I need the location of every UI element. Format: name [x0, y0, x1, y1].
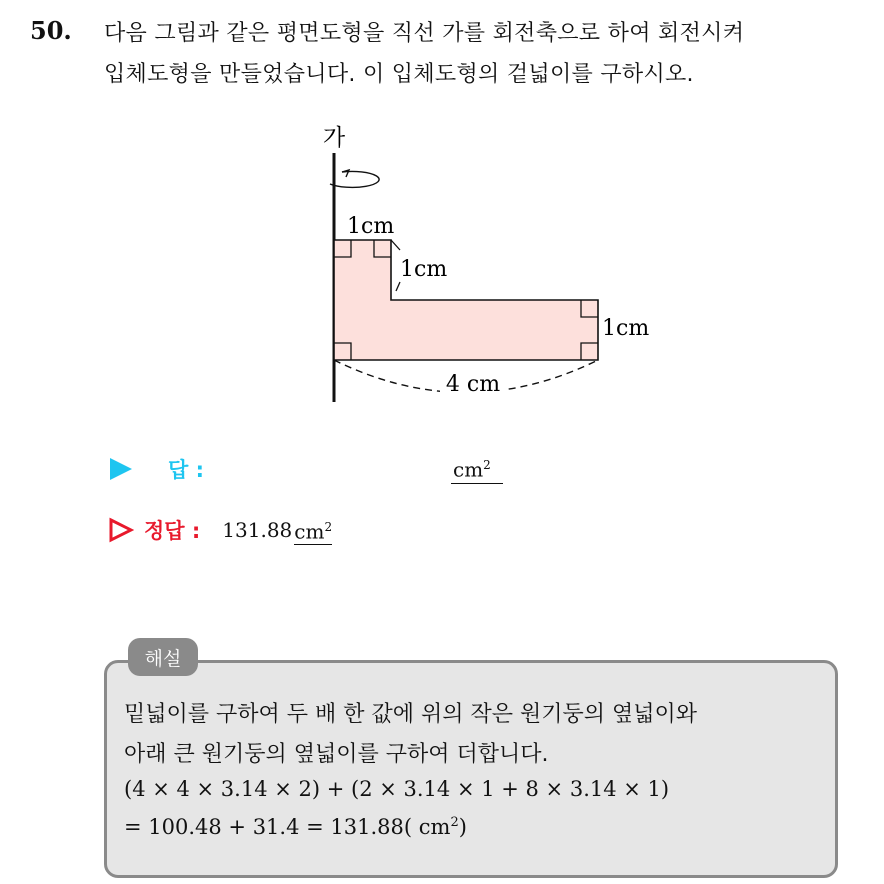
correct-answer-value: 131.88: [222, 518, 293, 542]
step-height-label: 1cm: [400, 257, 448, 282]
bottom-length-label: 4 cm: [445, 372, 501, 397]
question-text-line-2: 입체도형을 만들었습니다. 이 입체도형의 겉넓이를 구하시오.: [104, 62, 694, 87]
play-arrow-icon: [108, 457, 134, 481]
correct-unit-base: cm: [294, 519, 325, 544]
explanation-formula: (4 × 4 × 3.14 × 2) + (2 × 3.14 × 1 + 8 × 3.14 × 1): [124, 777, 670, 801]
axis-label: 가: [322, 125, 346, 151]
correct-unit-exp: 2: [324, 520, 333, 535]
rotation-arrowhead-icon: [342, 170, 349, 177]
rotation-figure: [290, 115, 670, 410]
top-width-label: 1cm: [347, 214, 395, 239]
correct-answer-unit: [294, 515, 332, 545]
explanation-result-exp: 2: [450, 815, 459, 830]
top-width-tick: [391, 240, 400, 250]
explanation-tag: 해설: [128, 638, 198, 676]
answer-unit-exp: 2: [483, 458, 491, 472]
explanation-line-2: 아래 큰 원기둥의 옆넓이를 구하여 더합니다.: [124, 742, 549, 767]
explanation-result: [124, 815, 467, 839]
answer-unit: cm: [453, 457, 484, 482]
question-text-line-1: 다음 그림과 같은 평면도형을 직선 가를 회전축으로 하여 회전시켜: [104, 21, 745, 46]
rotation-arrow-icon: [330, 171, 379, 187]
answer-input-line[interactable]: [451, 452, 503, 484]
answer-row: [108, 454, 204, 484]
explanation-result-text: = 100.48 + 31.4 = 131.88( cm: [124, 815, 451, 839]
question-number: 50.: [30, 16, 72, 45]
explanation-line-1: 밑넓이를 구하여 두 배 한 값에 위의 작은 원기둥의 옆넓이와: [124, 702, 697, 727]
l-shape-polygon: [334, 240, 598, 360]
correct-answer-row: [108, 515, 332, 545]
correct-answer-label: 정답 :: [144, 519, 201, 543]
outline-arrow-icon: [108, 517, 134, 543]
explanation-box: [104, 660, 838, 878]
answer-label: 답 :: [168, 458, 204, 482]
explanation-result-close: ): [458, 815, 467, 839]
right-height-label: 1cm: [602, 316, 650, 341]
step-height-tick: [396, 282, 400, 291]
